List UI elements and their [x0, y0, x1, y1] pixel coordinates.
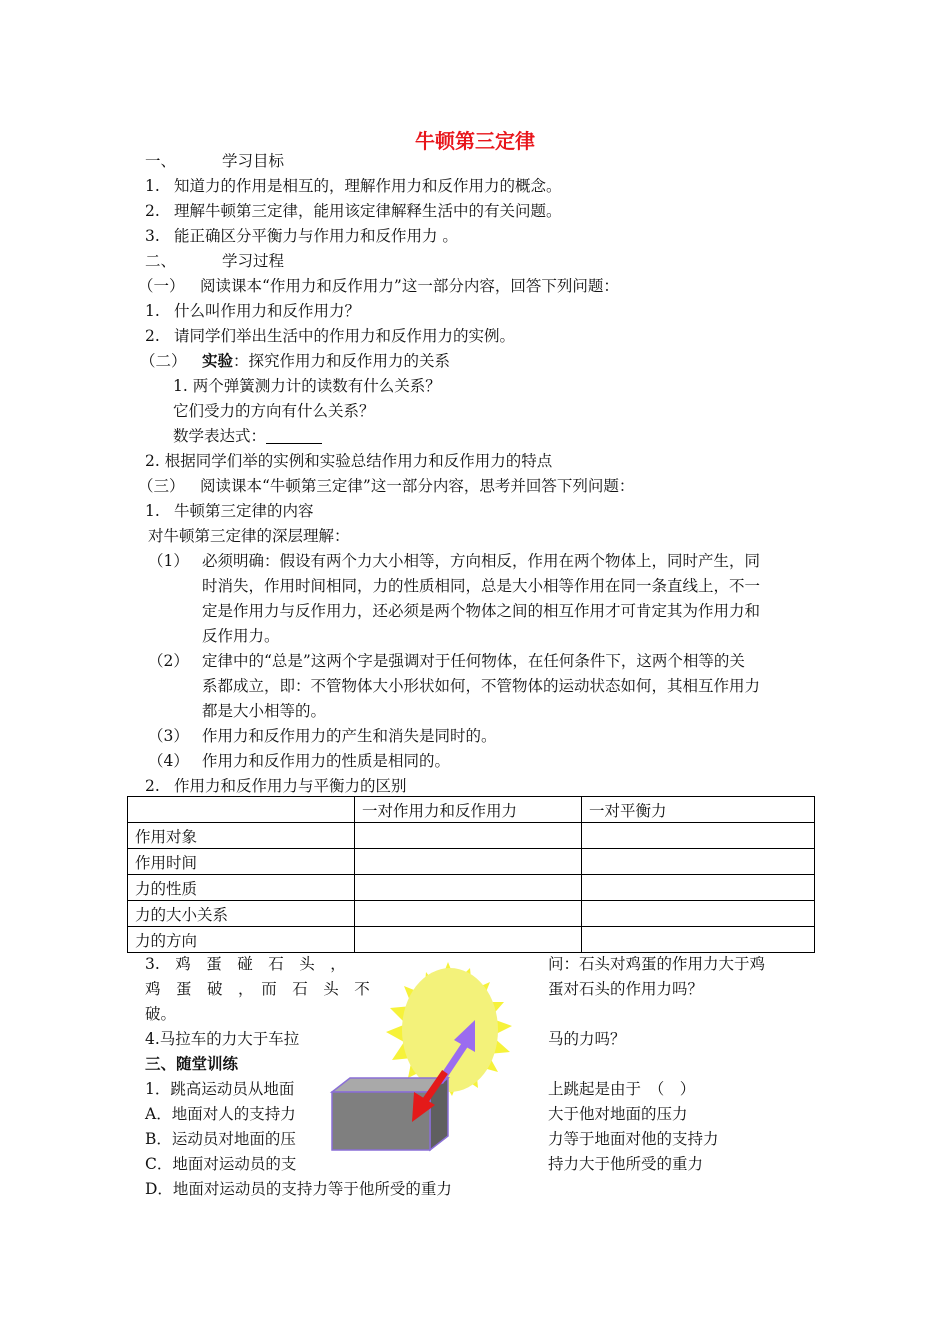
point-line: 作用力和反作用力的性质是相同的。	[202, 752, 451, 770]
row-label: 作用时间	[128, 849, 355, 875]
q3-line: 问：石头对鸡蛋的作用力大于鸡	[548, 955, 766, 973]
point-line: 定是作用力与反作用力，还必须是两个物体之间的相互作用才可肯定其为作用力和	[202, 602, 761, 620]
point-line: 作用力和反作用力的产生和消失是同时的。	[202, 727, 497, 745]
table-header-cell: 一对平衡力	[582, 797, 815, 823]
part2-heading: （二） 实验：探究作用力和反作用力的关系	[140, 351, 451, 370]
section3-heading: 三、随堂训练	[145, 1054, 239, 1073]
q3-line: 破。	[145, 1005, 177, 1023]
formula-line: 数学表达式：	[173, 425, 322, 447]
exercise-stem: 上跳起是由于 （ ）	[548, 1080, 696, 1098]
option-b-cont: 力等于地面对他的支持力	[548, 1130, 719, 1148]
answer-cell[interactable]	[355, 927, 582, 953]
part3-heading: （三） 阅读课本“牛顿第三定律”这一部分内容，思考并回答下列问题：	[138, 477, 635, 495]
option-d[interactable]: D．地面对运动员的支持力等于他所受的重力	[145, 1180, 452, 1198]
table-row	[128, 901, 815, 927]
answer-blank[interactable]	[266, 427, 322, 444]
section1-heading	[145, 150, 284, 172]
table-header-row	[128, 797, 815, 823]
answer-cell[interactable]	[582, 901, 815, 927]
option-a-cont: 大于他对地面的压力	[548, 1105, 688, 1123]
answer-cell[interactable]	[355, 875, 582, 901]
table-row	[128, 875, 815, 901]
table-header-cell: 一对作用力和反作用力	[355, 797, 582, 823]
egg-rock-figure	[320, 960, 540, 1160]
point-line: 定律中的“总是”这两个字是强调对于任何物体，在任何条件下，这两个相等的关	[202, 652, 745, 670]
table-row	[128, 849, 815, 875]
answer-cell[interactable]	[582, 927, 815, 953]
point-line: 时消失，作用时间相同，力的性质相同，总是大小相等作用在同一条直线上，不一	[202, 577, 761, 595]
deep-understanding-heading: 对牛顿第三定律的深层理解：	[148, 527, 350, 545]
q4-line: 4.马拉车的力大于车拉	[145, 1030, 300, 1048]
row-label: 力的性质	[128, 875, 355, 901]
table-header-cell	[128, 797, 355, 823]
option-a[interactable]: A．地面对人的支持力	[145, 1105, 296, 1123]
point-line: 系都成立，即：不管物体大小形状如何，不管物体的运动状态如何，其相互作用力	[202, 677, 761, 695]
section1-num: 一、	[145, 152, 177, 170]
part1-question: 1. 什么叫作用力和反作用力？	[145, 302, 361, 320]
point-num: （2）	[148, 652, 189, 670]
option-b[interactable]: B．运动员对地面的压	[145, 1130, 296, 1148]
option-c[interactable]: C．地面对运动员的支	[145, 1155, 297, 1173]
answer-cell[interactable]	[582, 875, 815, 901]
experiment-summary: 2. 根据同学们举的实例和实验总结作用力和反作用力的特点	[145, 452, 553, 470]
point-line: 反作用力。	[202, 627, 280, 645]
q4-line: 马的力吗？	[548, 1030, 626, 1048]
table-row	[128, 823, 815, 849]
point-num: （3）	[148, 727, 189, 745]
row-label: 力的大小关系	[128, 901, 355, 927]
experiment-question: 它们受力的方向有什么关系？	[173, 402, 375, 420]
page-title: 牛顿第三定律	[415, 129, 535, 153]
q3-line: 3. 鸡 蛋 碰 石 头 ，	[145, 955, 346, 973]
goal-item: 2. 理解牛顿第三定律，能用该定律解释生活中的有关问题。	[145, 202, 562, 220]
part1-question: 2. 请同学们举出生活中的作用力和反作用力的实例。	[145, 327, 516, 345]
exercise-stem: 1．跳高运动员从地面	[145, 1080, 295, 1098]
comparison-heading: 2. 作用力和反作用力与平衡力的区别	[145, 777, 407, 795]
section2-heading: 二、 学习过程	[145, 252, 285, 270]
answer-cell[interactable]	[582, 849, 815, 875]
point-num: （4）	[148, 752, 189, 770]
table-row	[128, 927, 815, 953]
part1-heading: （一） 阅读课本“作用力和反作用力”这一部分内容，回答下列问题：	[138, 277, 619, 295]
option-c-cont: 持力大于他所受的重力	[548, 1155, 704, 1173]
answer-cell[interactable]	[355, 901, 582, 927]
goal-item: 1. 知道力的作用是相互的，理解作用力和反作用力的概念。	[145, 177, 562, 195]
goal-item: 3. 能正确区分平衡力与作用力和反作用力 。	[145, 227, 458, 245]
point-line: 都是大小相等的。	[202, 702, 327, 720]
answer-cell[interactable]	[355, 823, 582, 849]
q3-line: 蛋对石头的作用力吗？	[548, 980, 704, 998]
row-label: 力的方向	[128, 927, 355, 953]
comparison-table	[127, 796, 815, 953]
q3-line: 鸡 蛋 破 ， 而 石 头 不	[145, 980, 370, 998]
point-num: （1）	[148, 552, 189, 570]
egg-icon	[402, 968, 498, 1092]
law-content-item: 1. 牛顿第三定律的内容	[145, 502, 314, 520]
answer-cell[interactable]	[582, 823, 815, 849]
answer-cell[interactable]	[355, 849, 582, 875]
experiment-question: 1. 两个弹簧测力计的读数有什么关系？	[173, 377, 441, 395]
point-line: 必须明确：假设有两个力大小相等，方向相反，作用在两个物体上，同时产生，同	[202, 552, 761, 570]
row-label: 作用对象	[128, 823, 355, 849]
section1-title: 学习目标	[222, 152, 285, 170]
